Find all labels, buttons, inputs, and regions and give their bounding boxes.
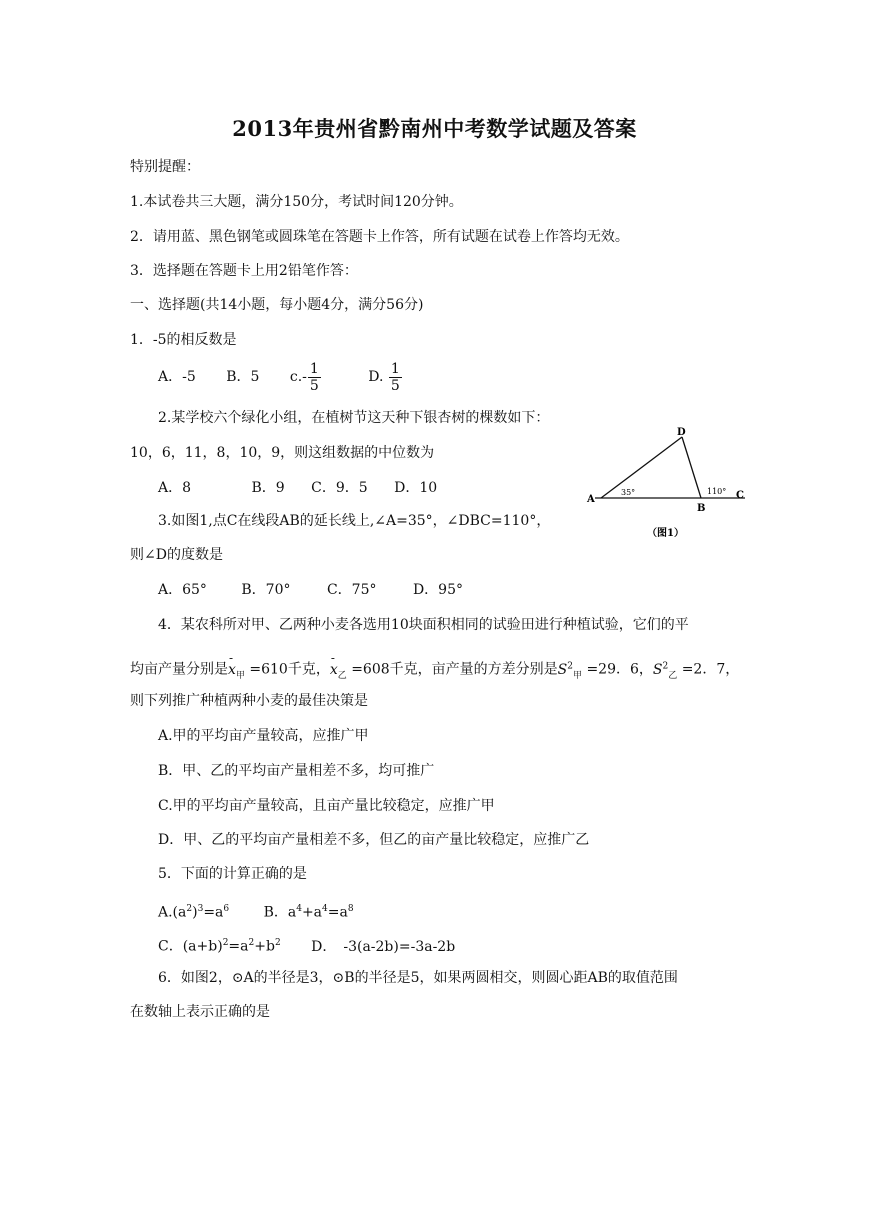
x-bar-jia: - $x_甲$: [228, 650, 245, 681]
q5-option-b: B．$a^4+a^4=a^8$: [263, 904, 354, 921]
s-squared-yi: [652, 661, 678, 681]
q6-stem-line-1: 6．如图2，⊙A的半径是3，⊙B的半径是5，如果两圆相交，则圆心距AB的取值范围: [158, 970, 678, 986]
notice-item-3: 3．选择题在答题卡上用2铅笔作答：: [130, 263, 358, 279]
q2-stem-line-2: 10，6，11，8，10，9，则这组数据的中位数为: [130, 445, 435, 461]
q5-option-d: D． -3(a-2b)=-3a-2b: [311, 938, 456, 955]
q5-options-row-2: [158, 933, 455, 957]
page-title: 2013年贵州省黔南州中考数学试题及答案: [232, 116, 637, 141]
q3-stem-line-1: 3.如图1,点C在线段AB的延长线上,∠A=35°，∠DBC=110°，: [158, 513, 551, 529]
section-heading: 一、选择题(共14小题，每小题4分，满分56分): [130, 297, 424, 313]
q1-option-a: A．-5: [158, 369, 196, 385]
q1-option-d-fraction: [389, 361, 402, 394]
subscript-jia: 甲: [572, 670, 582, 681]
x-bar-yi: - $x_乙$: [329, 650, 347, 681]
q2-option-b: B．9: [251, 480, 285, 496]
q2-stem-line-1: 2.某学校六个绿化小组，在植树节这天种下银杏树的棵数如下：: [158, 410, 550, 426]
s-symbol: S: [652, 661, 663, 678]
q1-options: [158, 357, 403, 397]
q1-option-d: [368, 357, 403, 397]
q4-text-part-e: =2．7，: [677, 661, 740, 678]
q3-options: [158, 580, 463, 600]
fraction-numerator: 1: [390, 360, 400, 377]
fraction-denominator: 5: [309, 377, 319, 394]
line-ad: [601, 437, 682, 498]
q4-text-part-c: =608千克，亩产量的方差分别是: [346, 661, 558, 678]
q4-text-part-d: =29．6，: [582, 661, 653, 678]
label-a: A: [587, 494, 595, 505]
label-b: B: [697, 503, 706, 514]
q4-stem-line-2: [130, 650, 740, 685]
label-d: D: [677, 427, 686, 438]
fraction-denominator: 5: [390, 377, 400, 394]
q4-stem-line-3: 则下列推广种植两种小麦的最佳决策是: [130, 693, 368, 709]
q1-stem: 1．-5的相反数是: [130, 332, 237, 348]
x-symbol: x: [228, 661, 236, 678]
q3-option-b: B．70°: [241, 582, 291, 598]
q4-stem-line-1: 4．某农科所对甲、乙两种小麦各选用10块面积相同的试验田进行种植试验，它们的平: [158, 617, 689, 633]
line-db: [682, 437, 701, 498]
q3-option-d: D．95°: [412, 582, 463, 598]
q3-stem-line-2: 则∠D的度数是: [130, 547, 223, 563]
q3-option-c: C．75°: [326, 582, 377, 598]
superscript: 2: [567, 661, 573, 671]
fraction-numerator: 1: [309, 360, 319, 377]
label-c: C: [736, 490, 744, 501]
subscript-jia: 甲: [235, 670, 245, 681]
q4-option-c: C.甲的平均亩产量较高，且亩产量比较稳定，应推广甲: [158, 798, 495, 814]
q6-stem-line-2: 在数轴上表示正确的是: [130, 1004, 270, 1020]
subscript-yi: 乙: [668, 670, 678, 681]
angle-a-label: 35°: [621, 488, 636, 497]
s-symbol: S: [557, 661, 568, 678]
notice-item-1: 1.本试卷共三大题，满分150分，考试时间120分钟。: [130, 194, 463, 210]
q1-option-c: [290, 357, 322, 397]
q5-option-a: $A.(a^2)^3=a^6$: [158, 904, 230, 921]
q4-option-a: A.甲的平均亩产量较高，应推广甲: [158, 728, 369, 744]
q5-options-row-1: [158, 899, 354, 923]
figure-1-triangle: [585, 420, 755, 545]
q2-option-a: A．8: [158, 480, 192, 496]
q4-option-d: D．甲、乙的平均亩产量相差不多，但乙的亩产量比较稳定，应推广乙: [158, 832, 590, 848]
superscript: 2: [662, 661, 669, 671]
q4-text-part-a: 均亩产量分别是: [130, 661, 228, 678]
q1-option-d-prefix: D.: [368, 369, 384, 385]
angle-b-label: 110°: [707, 487, 727, 496]
q2-option-d: D．10: [394, 480, 438, 496]
subscript-yi: 乙: [337, 670, 347, 681]
q3-option-a: A．65°: [158, 582, 207, 598]
q5-stem: 5．下面的计算正确的是: [158, 866, 307, 882]
s-squared-jia: [557, 661, 582, 681]
q1-option-c-prefix: c.-: [289, 369, 307, 385]
q1-option-c-fraction: [308, 361, 321, 394]
q4-text-part-b: =610千克，: [244, 661, 330, 678]
q2-options: [158, 478, 437, 498]
q1-option-b: B．5: [226, 369, 260, 385]
notice-heading: 特别提醒：: [130, 159, 200, 175]
figure-caption: （图1）: [647, 528, 684, 539]
q5-option-c: C．$(a+b)^2=a^2+b^2$: [158, 938, 281, 955]
notice-item-2: 2．请用蓝、黑色钢笔或圆珠笔在答题卡上作答，所有试题在试卷上作答均无效。: [130, 229, 629, 245]
q4-option-b: B．甲、乙的平均亩产量相差不多，均可推广: [158, 763, 435, 779]
q2-option-c: C．9．5: [311, 480, 368, 496]
x-symbol: x: [329, 661, 338, 678]
